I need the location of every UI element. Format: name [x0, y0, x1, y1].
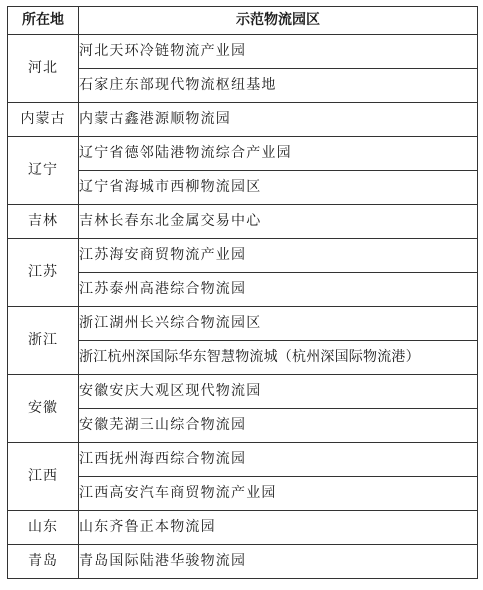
header-region: 所在地 [8, 7, 79, 35]
logistics-park-table [7, 6, 478, 579]
header-park: 示范物流园区 [79, 7, 478, 35]
table-row [8, 477, 478, 511]
park-cell: 辽宁省德邻陆港物流综合产业园 [79, 137, 478, 171]
region-cell: 河北 [8, 35, 79, 103]
table-row [8, 69, 478, 103]
park-cell: 吉林长春东北金属交易中心 [79, 205, 478, 239]
table-row [8, 35, 478, 69]
park-cell: 河北天环冷链物流产业园 [79, 35, 478, 69]
table-body [8, 35, 478, 579]
table-row [8, 239, 478, 273]
table-row [8, 137, 478, 171]
table-row [8, 205, 478, 239]
park-cell: 江苏海安商贸物流产业园 [79, 239, 478, 273]
park-cell: 石家庄东部现代物流枢纽基地 [79, 69, 478, 103]
park-cell: 浙江杭州深国际华东智慧物流城（杭州深国际物流港） [79, 341, 478, 375]
region-cell: 山东 [8, 511, 79, 545]
region-cell: 安徽 [8, 375, 79, 443]
region-cell: 浙江 [8, 307, 79, 375]
park-cell: 青岛国际陆港华骏物流园 [79, 545, 478, 579]
park-cell: 江西抚州海西综合物流园 [79, 443, 478, 477]
table-row [8, 171, 478, 205]
region-cell: 青岛 [8, 545, 79, 579]
region-cell: 江西 [8, 443, 79, 511]
header-row [8, 7, 478, 35]
table-row [8, 103, 478, 137]
table-row [8, 341, 478, 375]
table-row [8, 409, 478, 443]
table-row [8, 443, 478, 477]
park-cell: 辽宁省海城市西柳物流园区 [79, 171, 478, 205]
region-cell: 辽宁 [8, 137, 79, 205]
park-cell: 山东齐鲁正本物流园 [79, 511, 478, 545]
park-cell: 内蒙古鑫港源顺物流园 [79, 103, 478, 137]
table-row [8, 375, 478, 409]
region-cell: 江苏 [8, 239, 79, 307]
table-row [8, 511, 478, 545]
park-cell: 浙江湖州长兴综合物流园区 [79, 307, 478, 341]
park-cell: 安徽安庆大观区现代物流园 [79, 375, 478, 409]
region-cell: 吉林 [8, 205, 79, 239]
park-cell: 江西高安汽车商贸物流产业园 [79, 477, 478, 511]
park-cell: 江苏泰州高港综合物流园 [79, 273, 478, 307]
table-header [8, 7, 478, 35]
table-row [8, 307, 478, 341]
park-cell: 安徽芜湖三山综合物流园 [79, 409, 478, 443]
table-row [8, 273, 478, 307]
table-row [8, 545, 478, 579]
region-cell: 内蒙古 [8, 103, 79, 137]
